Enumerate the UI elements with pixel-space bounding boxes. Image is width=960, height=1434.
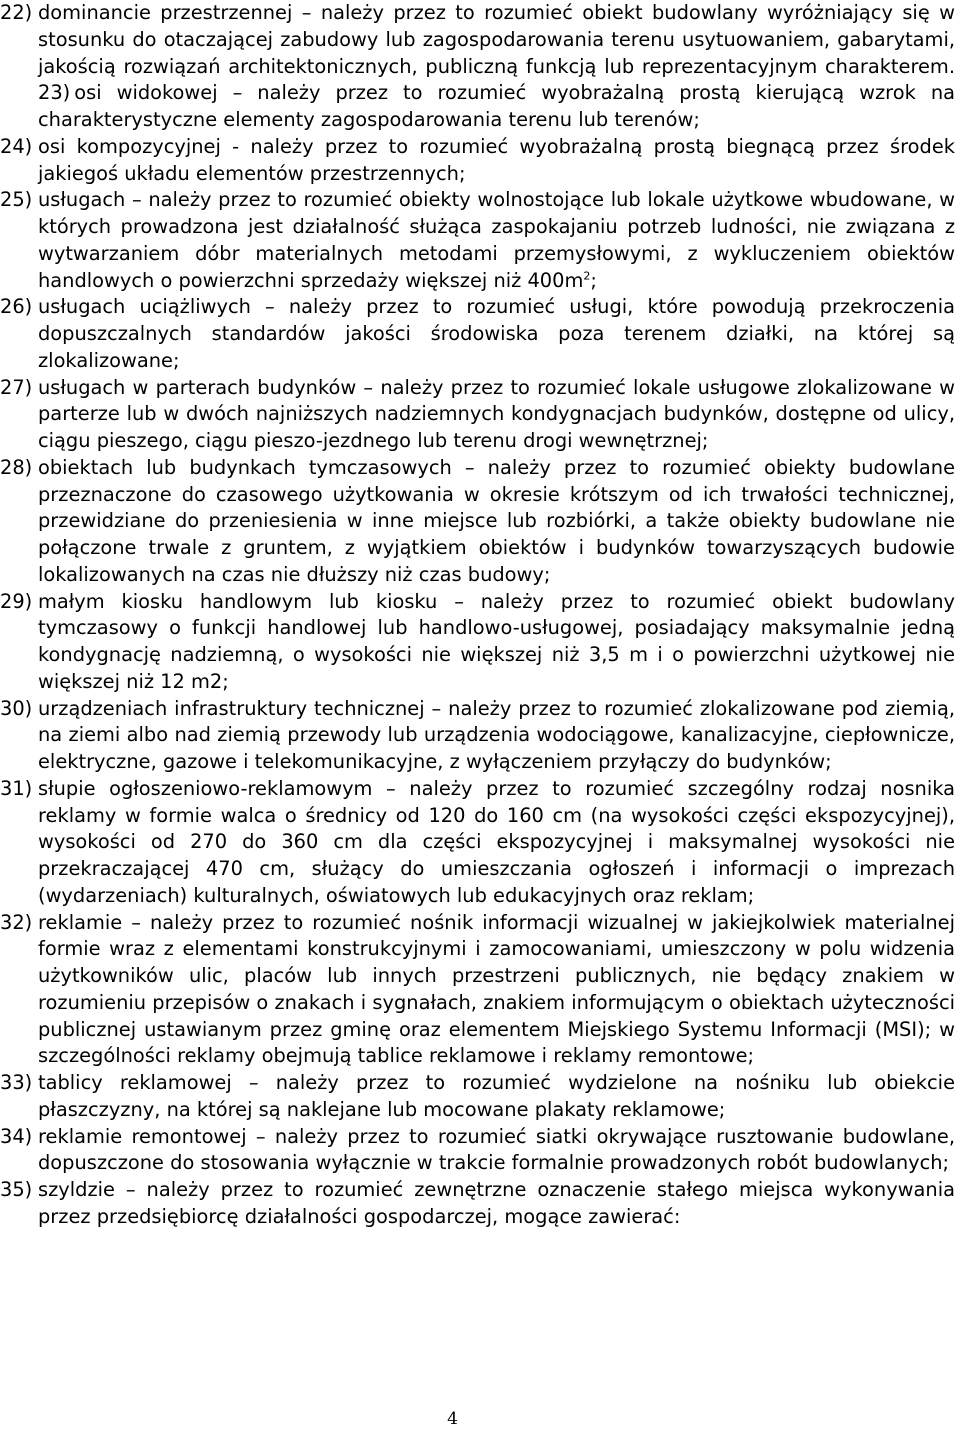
item-number: 26) xyxy=(0,295,33,319)
item-number: 23) xyxy=(38,81,71,105)
definition-item-31 xyxy=(0,776,955,910)
item-text: słupie ogłoszeniowo-reklamowym – należy przez to rozumieć szczególny rodzaj nosnika reklamy w formie walca o średnicy od 120 do 160 cm (na wysokości części ekspozycyjnej), wysokości od 270 do 360 cm dla części ekspozycyjnej i maksymalnej wysokości nie przekraczającej 470 cm, służący do umieszczania ogłoszeń i informacji o imprezach (wydarzeniach) kulturalnych, oświatowych lub edukacyjnych oraz reklam; xyxy=(38,776,955,907)
item-text-tail: ; xyxy=(590,268,597,292)
item-text: dominancie przestrzennej – należy przez to rozumieć obiekt budowlany wyróżniający się w stosunku do otaczającej zabudowy lub zagospodarowania terenu usytuowaniem, gabarytami, jakością rozwiązań architektonicznych, publiczną funkcją lub reprezentacyjnym charakterem. 23) osi widokowej – należy przez to rozumieć wyobrażalną prostą kierującą wzrok na charakterystyczne elementy zagospodarowania terenu lub terenów; xyxy=(38,1,955,131)
definition-item-25 xyxy=(0,187,955,294)
definition-item-32 xyxy=(0,910,955,1071)
item-number: 30) xyxy=(0,696,33,720)
definition-item-30 xyxy=(0,696,955,776)
item-text: usługach – należy przez to rozumieć obiekty wolnostojące lub lokale użytkowe wbudowane, w których prowadzona jest działalność służąca zaspokajaniu potrzeb ludności, nie związana z wytwarzaniem dóbr materialnych metodami przemysłowymi, z wykluczeniem obiektów handlowych o powierzchni sprzedaży większej niż 400m xyxy=(38,188,955,292)
item-text: tablicy reklamowej – należy przez to rozumieć wydzielone na nośniku lub obiekcie płaszczyzny, na której są naklejane lub mocowane plakaty reklamowe; xyxy=(38,1071,955,1121)
item-number: 28) xyxy=(0,455,33,479)
item-text: małym kiosku handlowym lub kiosku – należy przez to rozumieć obiekt budowlany tymczasowy o funkcji handlowej lub handlowo-usługowej, posiadający maksymalnie jedną kondygnację nadziemną, o wysokości nie większej niż 3,5 m i o powierzchni użytkowej nie większej niż 12 m2; xyxy=(38,589,955,693)
item-text: usługach uciążliwych – należy przez to rozumieć usługi, które powodują przekroczenia dopuszczalnych standardów jakości środowiska poza terenem działki, na której są zlokalizowane; xyxy=(38,295,955,372)
item-number: 22) xyxy=(0,1,33,24)
item-text: osi widokowej – należy przez to rozumieć wyobrażalną prostą kierującą wzrok na charakterystyczne elementy zagospodarowania terenu lub terenów; xyxy=(38,81,955,131)
item-text: obiektach lub budynkach tymczasowych – należy przez to rozumieć obiekty budowlane przeznaczone do czasowego użytkowania w okresie krótszym od ich trwałości technicznej, przewidziane do przeniesienia w inne miejsce lub rozbiórki, a także obiekty budowlane nie połączone trwale z gruntem, z wyjątkiem obiektów i budynków towarzyszących budowie lokalizowanych na czas nie dłuższy niż czas budowy; xyxy=(38,455,955,586)
item-text: reklamie remontowej – należy przez to rozumieć siatki okrywające rusztowanie budowlane, dopuszczone do stosowania wyłącznie w trakcie formalnie prowadzonych robót budowlanych; xyxy=(38,1124,955,1175)
item-number: 32) xyxy=(0,910,33,934)
item-number: 24) xyxy=(0,134,33,158)
item-number: 31) xyxy=(0,776,33,800)
item-number: 34) xyxy=(0,1124,33,1148)
definition-item-29 xyxy=(0,589,955,696)
item-text: reklamie – należy przez to rozumieć nośnik informacji wizualnej w jakiejkolwiek materialnej formie wraz z elementami konstrukcyjnymi i zamocowaniami, umieszczony w polu widzenia użytkowników ulic, placów lub innych przestrzeni publicznych, nie będący znakiem w rozumieniu przepisów o znakach i sygnałach, znakiem informującym o obiektach użyteczności publicznej ustawianym przez gminę oraz elementem Miejskiego Systemu Informacji (MSI); w szczególności reklamy obejmują tablice reklamowe i reklamy remontowe; xyxy=(38,910,955,1068)
item-number: 33) xyxy=(0,1071,33,1094)
definition-item-33 xyxy=(0,1070,955,1124)
item-number: 25) xyxy=(0,188,33,212)
definition-item-26 xyxy=(0,294,955,374)
definition-item-34 xyxy=(0,1124,955,1178)
item-text: osi kompozycyjnej - należy przez to rozumieć wyobrażalną prostą biegnącą przez środek jakiegoś układu elementów przestrzennych; xyxy=(38,134,955,185)
item-number: 27) xyxy=(0,375,33,399)
item-text: szyldzie – należy przez to rozumieć zewnętrzne oznaczenie stałego miejsca wykonywania przez przedsiębiorcę działalności gospodarczej, mogące zawierać: xyxy=(38,1178,955,1228)
definition-item-24 xyxy=(0,134,955,188)
item-number: 35) xyxy=(0,1178,33,1201)
item-text: urządzeniach infrastruktury technicznej – należy przez to rozumieć zlokalizowane pod ziemią, na ziemi albo nad ziemią przewody lub urządzenia wodociągowe, kanalizacyjne, ciepłownicze, elektryczne, gazowe i telekomunikacyjne, z wyłączeniem przyłączy do budynków; xyxy=(38,696,955,773)
page-number: 4 xyxy=(447,1409,458,1429)
item-number: 29) xyxy=(0,589,33,613)
definition-item-27 xyxy=(0,375,955,455)
item-text: usługach w parterach budynków – należy przez to rozumieć lokale usługowe zlokalizowane w parterze lub w dwóch najniższych nadziemnych kondygnacjach budynków, dostępne od ulicy, ciągu pieszego, ciągu pieszo-jezdnego lub terenu drogi wewnętrznej; xyxy=(38,375,955,452)
definition-item-22 xyxy=(0,0,955,134)
definition-item-35 xyxy=(0,1177,955,1231)
definition-item-28 xyxy=(0,455,955,589)
superscript: 2 xyxy=(583,269,591,283)
